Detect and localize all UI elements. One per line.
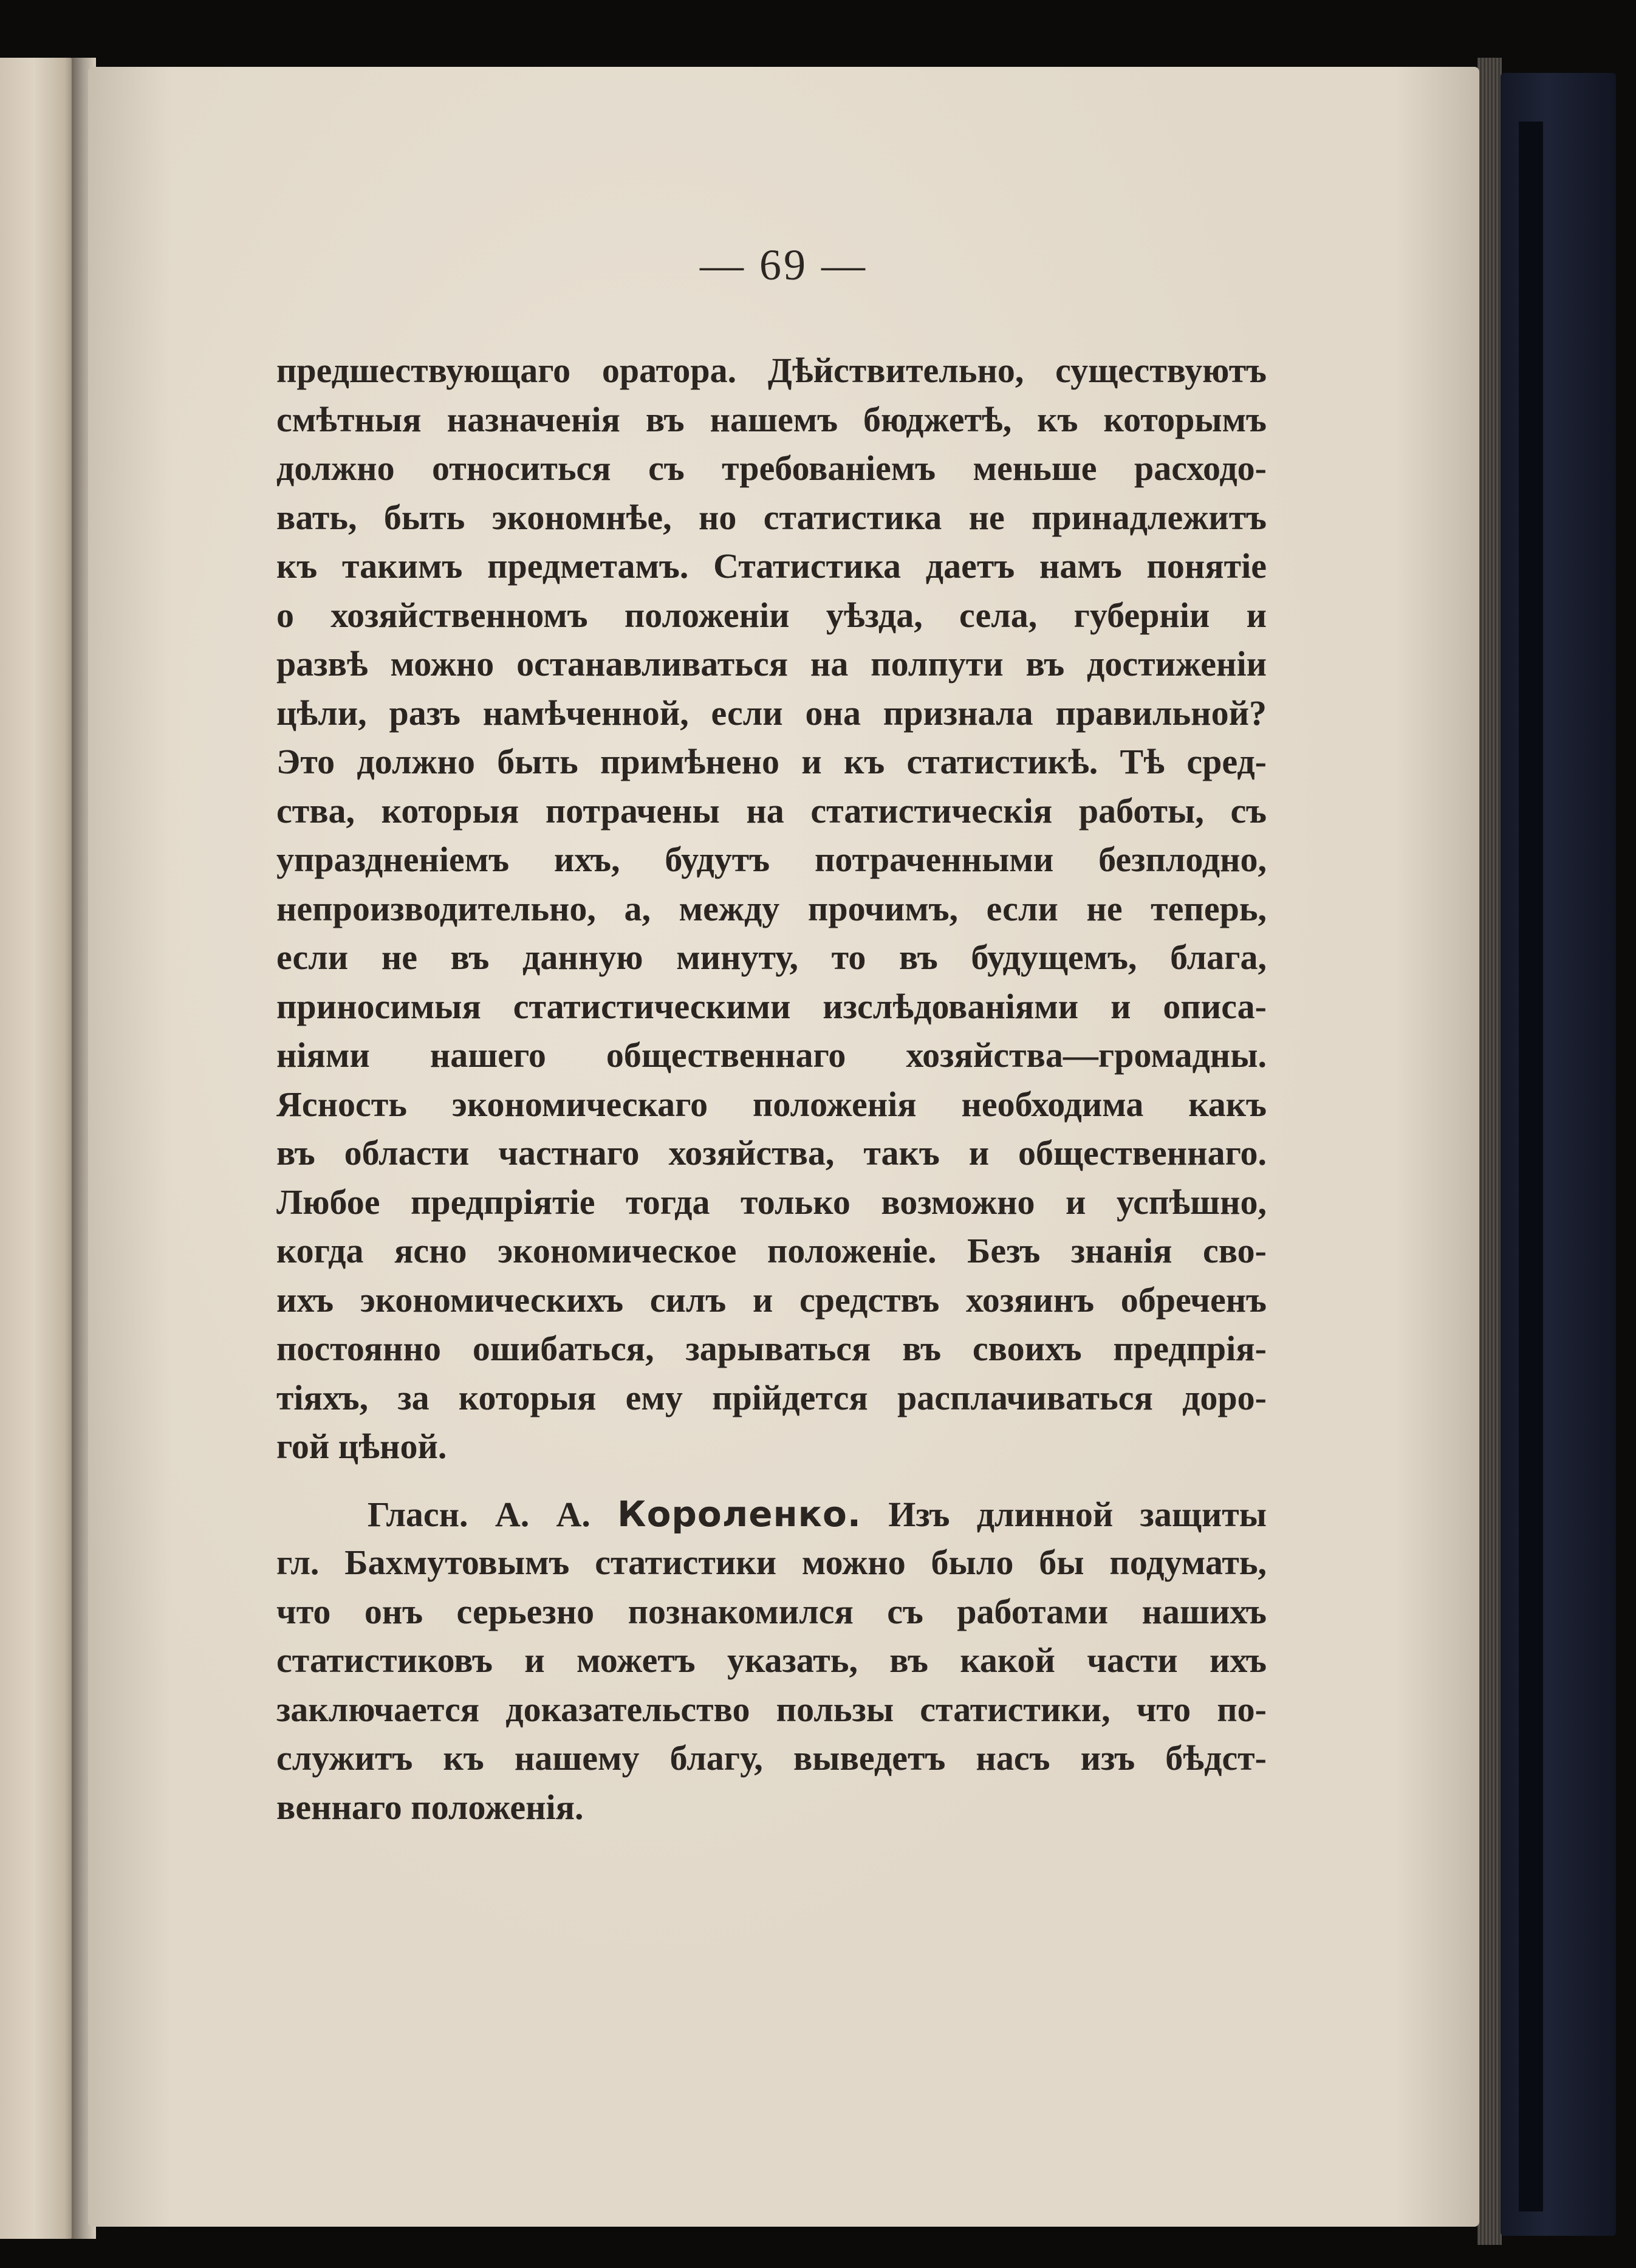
text-line: гой цѣной. [276, 1427, 447, 1466]
text-line: предшествующаго оратора. Дѣйствительно, существуютъ [276, 351, 1267, 390]
paragraph-gap [276, 1471, 1267, 1490]
page-number: — 69 — [700, 241, 868, 289]
left-page-edge [0, 58, 76, 2239]
text-line: веннаго положенія. [276, 1787, 584, 1827]
text-line: цѣли, разъ намѣченной, если она признала правильной? [276, 693, 1267, 733]
text-line: когда ясно экономическое положеніе. Безъ знанія сво- [276, 1231, 1267, 1270]
text-line: упраздненіемъ ихъ, будутъ потраченными безплодно, [276, 840, 1267, 879]
text-line: Любое предпріятіе тогда только возможно и успѣшно, [276, 1182, 1267, 1222]
body-text [276, 346, 1267, 1832]
text-line: постоянно ошибаться, зарываться въ своихъ предпрія- [276, 1329, 1267, 1368]
speaker-line-rest: Изъ длинной защиты [888, 1494, 1267, 1534]
text-line: что онъ серьезно познакомился съ работами нашихъ [276, 1591, 1267, 1631]
text-line: смѣтныя назначенія въ нашемъ бюджетѣ, къ которымъ [276, 399, 1267, 439]
text-line: ства, которыя потрачены на статистическія работы, съ [276, 790, 1267, 831]
text-line: Ясность экономическаго положенія необходима какъ [276, 1084, 1267, 1124]
text-line: должно относиться съ требованіемъ меньше расходо- [276, 448, 1267, 488]
text-line: гл. Бахмутовымъ статистики можно было бы подумать, [276, 1543, 1267, 1582]
text-line: о хозяйственномъ положеніи уѣзда, села, губерніи и [276, 595, 1267, 635]
text-line: тіяхъ, за которыя ему прійдется расплачиваться доро- [276, 1377, 1267, 1417]
text-line: къ такимъ предметамъ. Статистика даетъ намъ понятіе [276, 546, 1267, 586]
text-line: развѣ можно останавливаться на полпути въ достиженіи [276, 644, 1267, 683]
text-line: вать, быть экономнѣе, но статистика не принадлежитъ [276, 497, 1267, 537]
text-line: служитъ къ нашему благу, выведетъ насъ изъ бѣдст- [276, 1738, 1267, 1778]
text-line: приносимыя статистическими изслѣдованіями и описа- [276, 986, 1267, 1026]
page-block-edge [1477, 58, 1502, 2245]
cover-shadow [1519, 122, 1543, 2211]
text-line: если не въ данную минуту, то въ будущемъ, блага, [276, 937, 1267, 977]
speaker-line [276, 1490, 1267, 1539]
text-line: въ области частнаго хозяйства, такъ и общественнаго. [276, 1133, 1267, 1173]
text-line: ніями нашего общественнаго хозяйства—громадны. [276, 1035, 1267, 1075]
text-line: ихъ экономическихъ силъ и средствъ хозяинъ обреченъ [276, 1280, 1267, 1320]
book-cover [1501, 73, 1616, 2236]
text-line: непроизводительно, а, между прочимъ, если не теперь, [276, 888, 1267, 928]
speaker-name: Короленко. [617, 1493, 861, 1535]
text-line: Это должно быть примѣнено и къ статистикѣ. Тѣ сред- [276, 742, 1267, 781]
text-line: статистиковъ и можетъ указать, въ какой части ихъ [276, 1640, 1267, 1680]
speaker-prefix: Гласн. А. А. [368, 1494, 590, 1534]
text-line: заключается доказательство пользы статистики, что по- [276, 1689, 1267, 1729]
